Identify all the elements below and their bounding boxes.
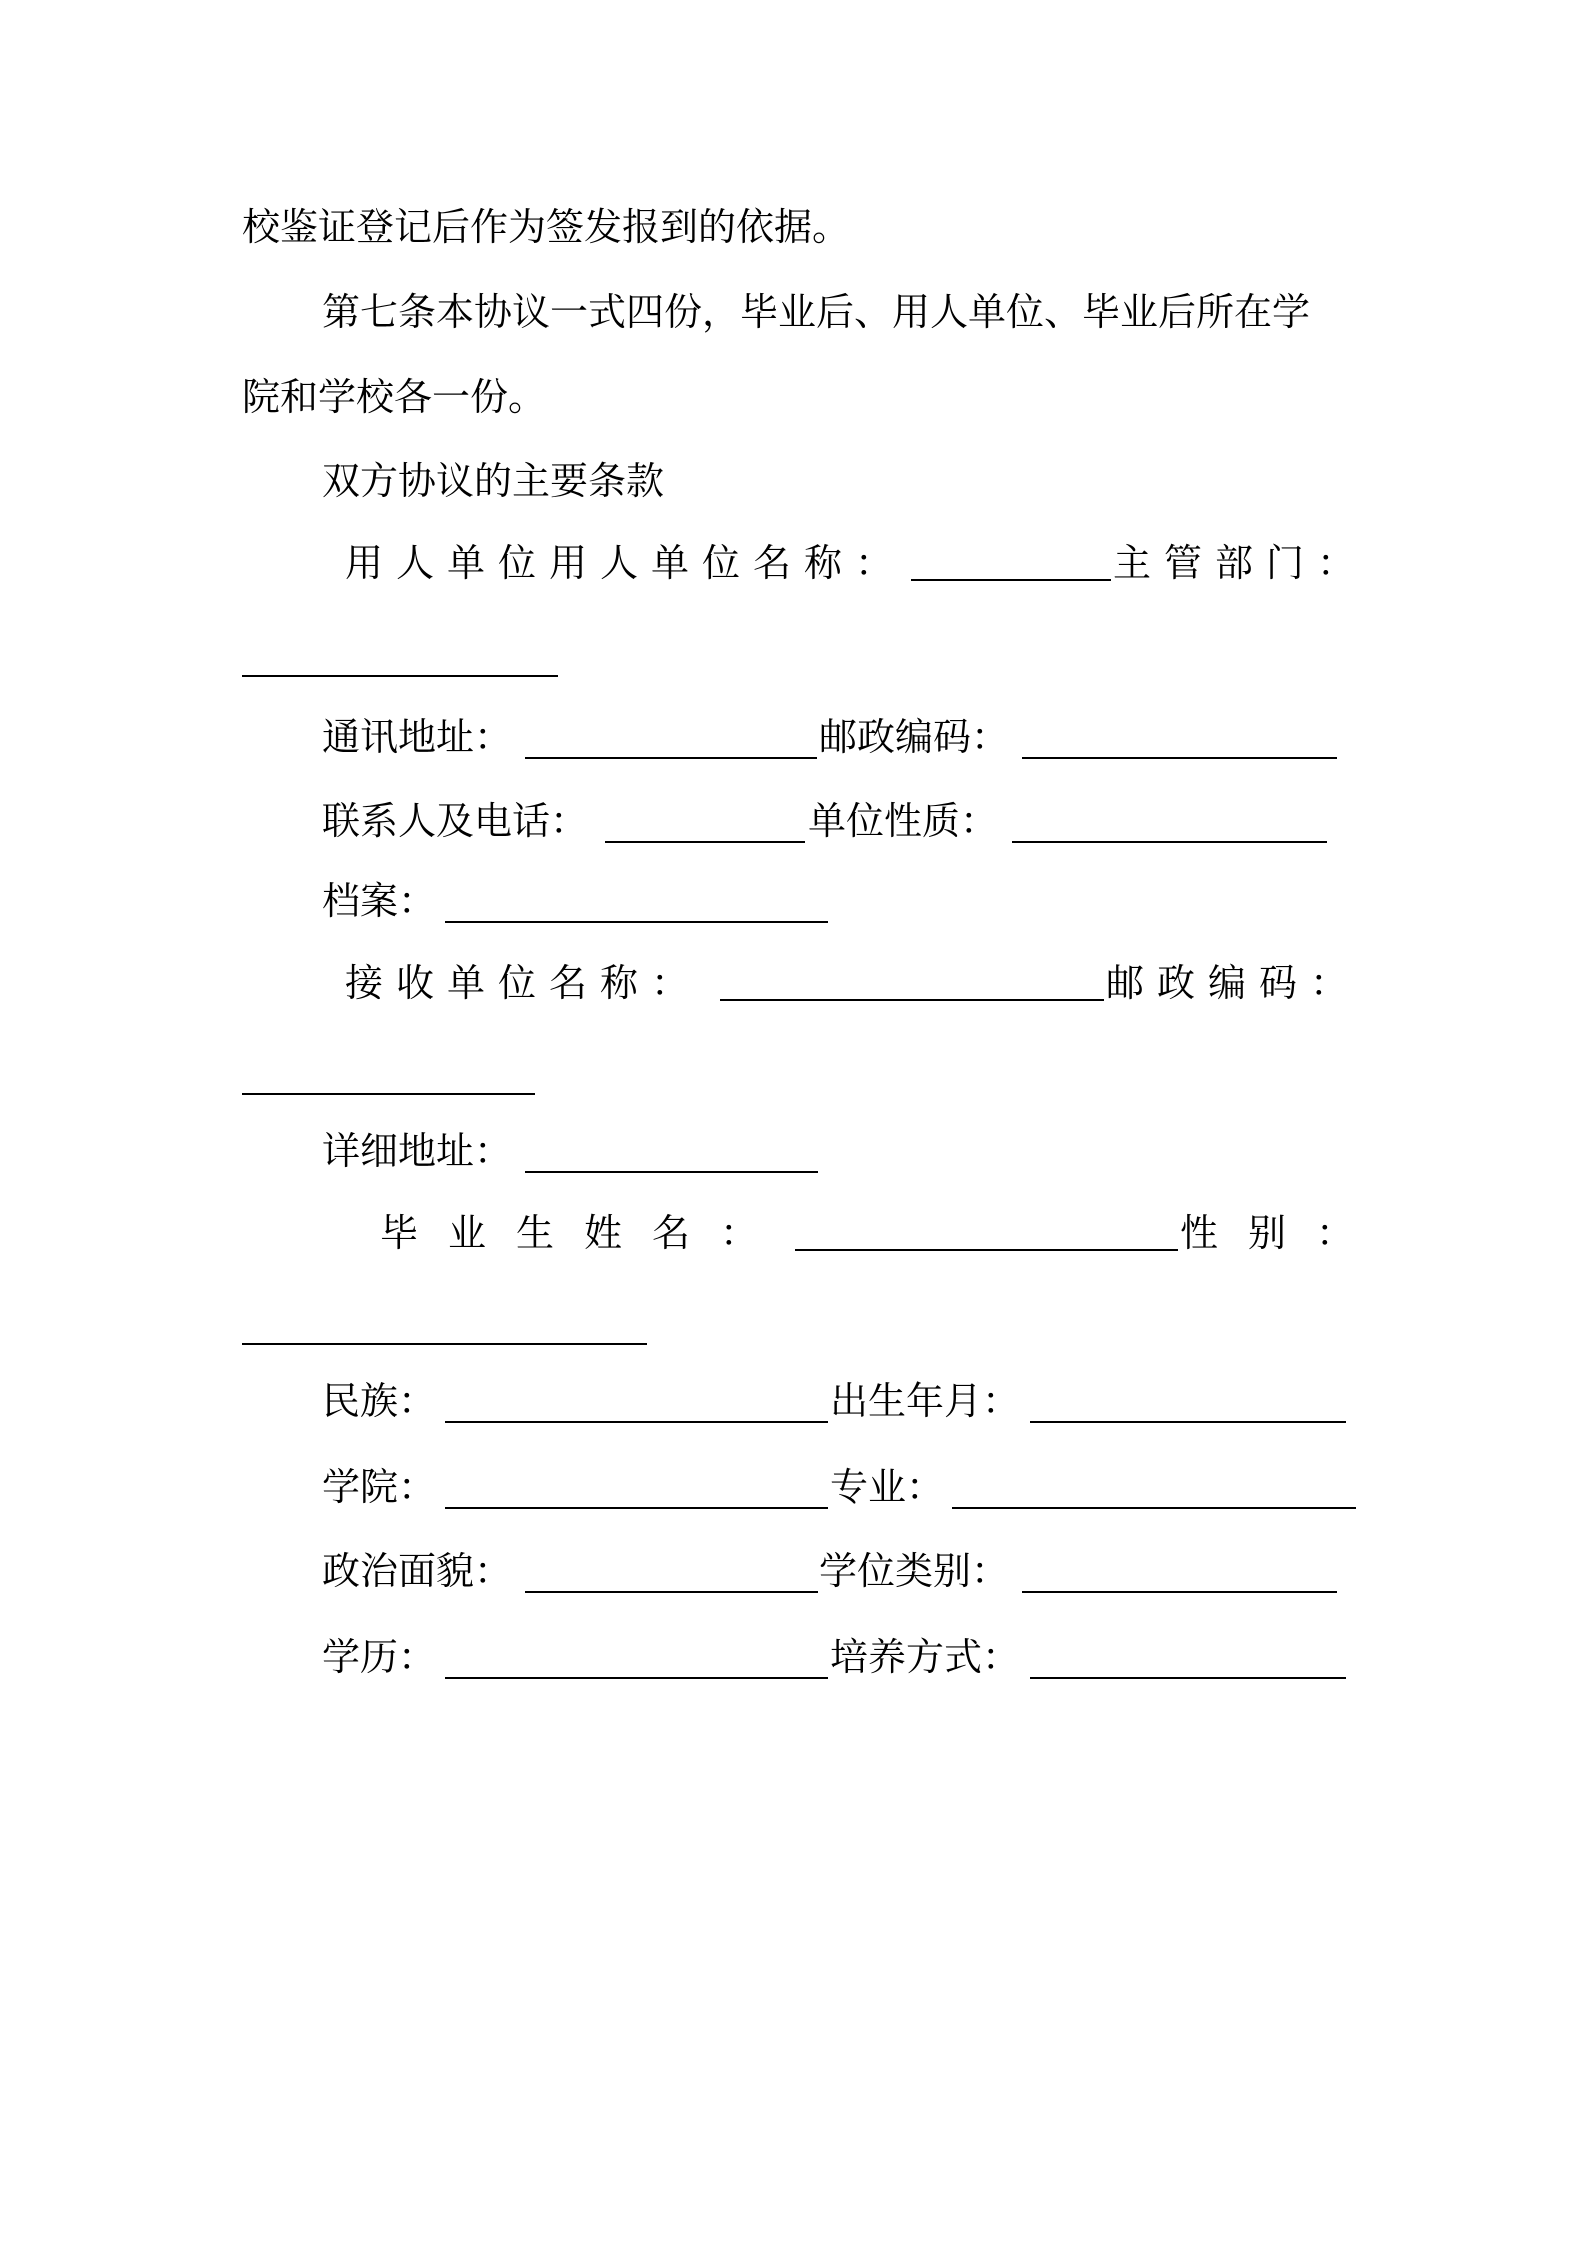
birth-date-blank[interactable] [1030,1421,1346,1423]
receiver-name-label: 接收单位名称： [345,961,703,1005]
archive-blank[interactable] [445,921,828,923]
major-blank[interactable] [952,1507,1356,1509]
receiver-postcode-blank[interactable] [242,1093,535,1095]
paragraph-line-1: 校鉴证登记后作为签发报到的依据。 [242,205,851,249]
major-label: 专业： [830,1465,945,1509]
training-mode-blank[interactable] [1030,1677,1346,1679]
college-blank[interactable] [445,1507,828,1509]
address-blank[interactable] [525,757,817,759]
postcode-blank[interactable] [1022,757,1337,759]
receiver-postcode-label: 邮政编码： [1106,961,1362,1005]
ethnicity-blank[interactable] [445,1421,828,1423]
detail-address-label: 详细地址： [322,1129,513,1173]
receiver-name-blank[interactable] [720,999,1104,1001]
archive-label: 档案： [322,879,437,923]
graduate-name-blank[interactable] [795,1249,1178,1251]
education-blank[interactable] [445,1677,828,1679]
graduate-name-label: 毕业生姓名： [380,1211,789,1255]
department-label: 主管部门： [1113,541,1369,585]
employer-name-blank[interactable] [911,579,1111,581]
gender-label: 性别： [1180,1211,1385,1255]
ethnicity-label: 民族： [322,1379,437,1423]
political-status-label: 政治面貌： [322,1549,513,1593]
unit-nature-label: 单位性质： [808,799,999,843]
paragraph-line-3: 院和学校各一份。 [242,375,547,419]
training-mode-label: 培养方式： [830,1635,1021,1679]
birth-date-label: 出生年月： [830,1379,1021,1423]
paragraph-line-2: 第七条本协议一式四份，毕业后、用人单位、毕业后所在学 [322,290,1311,334]
political-status-blank[interactable] [525,1591,818,1593]
address-label: 通讯地址： [322,715,513,759]
education-label: 学历： [322,1635,437,1679]
contact-label: 联系人及电话： [322,799,589,843]
contact-blank[interactable] [605,841,805,843]
section-heading: 双方协议的主要条款 [322,459,665,503]
unit-nature-blank[interactable] [1012,841,1327,843]
detail-address-blank[interactable] [525,1171,818,1173]
gender-blank[interactable] [242,1343,647,1345]
postcode-label: 邮政编码： [819,715,1010,759]
department-blank[interactable] [242,675,558,677]
college-label: 学院： [322,1465,437,1509]
degree-type-blank[interactable] [1022,1591,1337,1593]
employer-name-label: 用人单位用人单位名称： [345,541,907,585]
degree-type-label: 学位类别： [819,1549,1010,1593]
